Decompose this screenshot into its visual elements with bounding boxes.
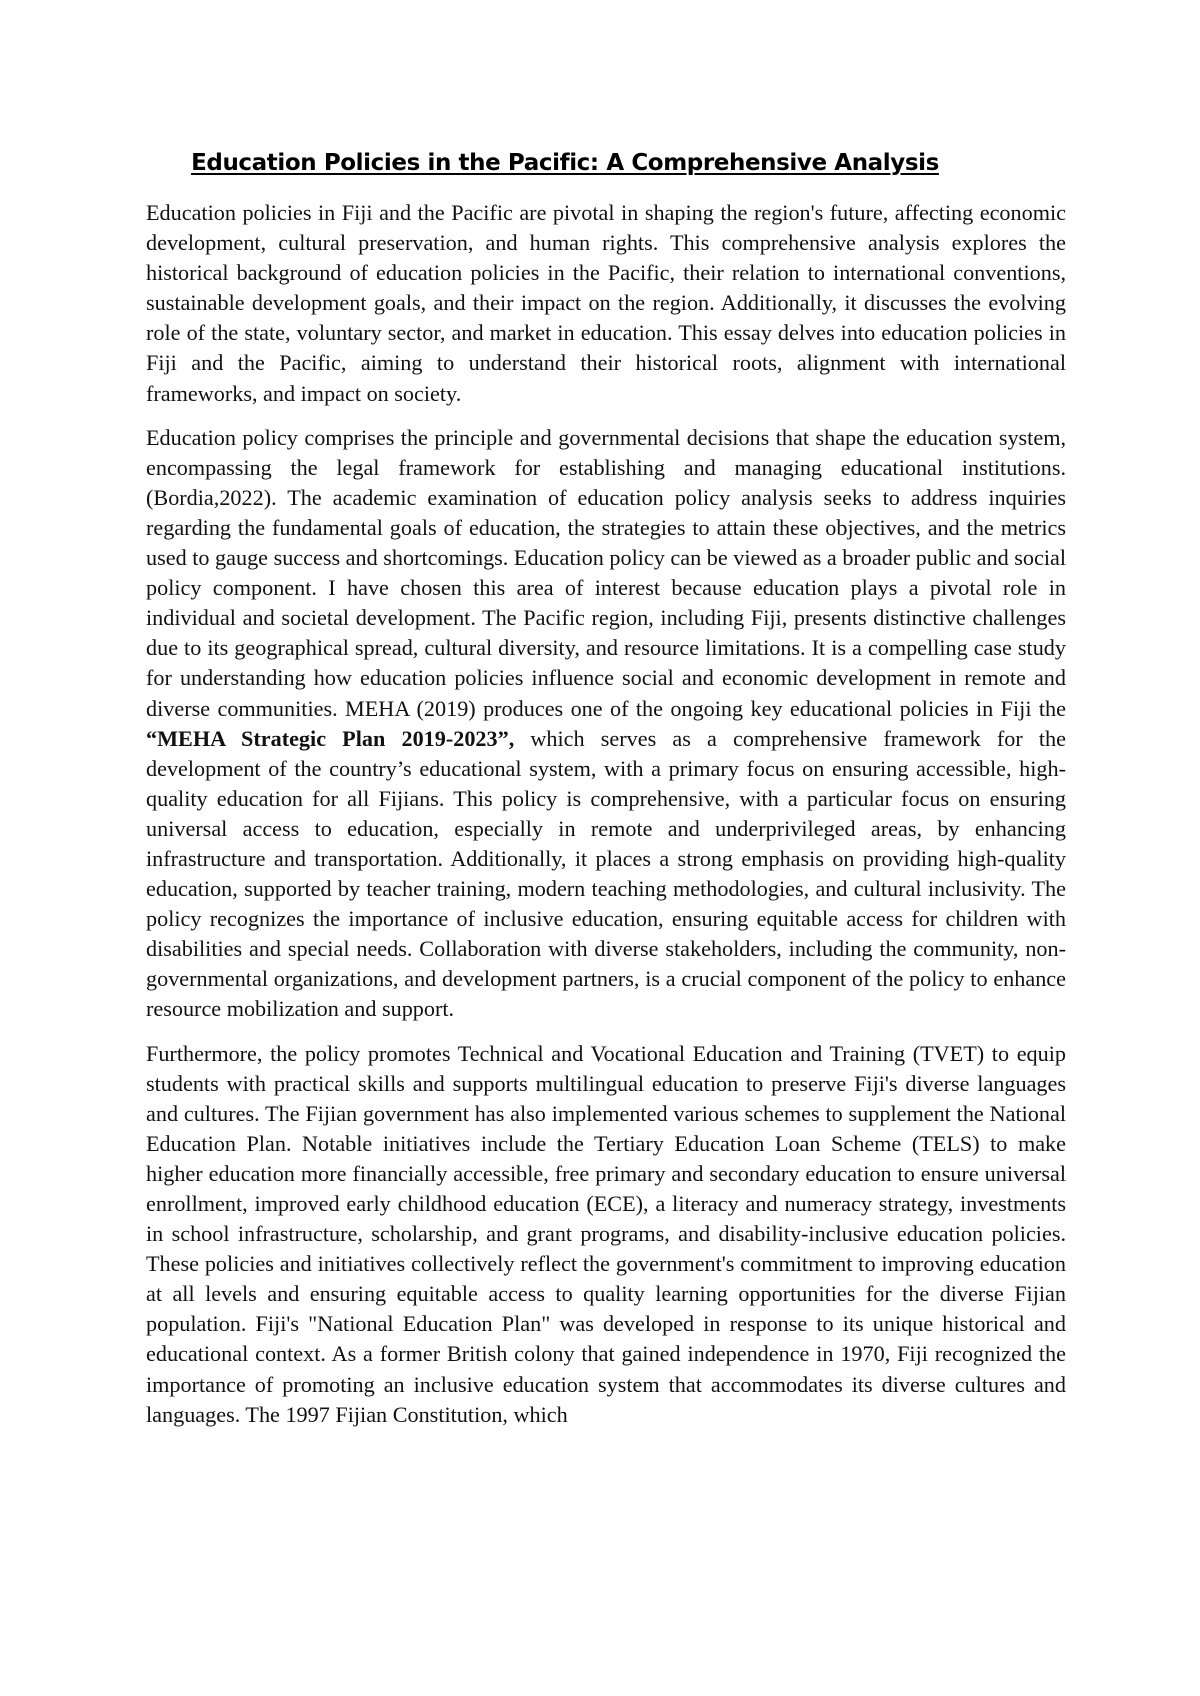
paragraph-1: Education policies in Fiji and the Pacific are pivotal in shaping the region's future, affecting economic development, cultural preservation, and human rights. This comprehensive analysis explores the historical background of education policies in the Pacific, their relation to international conventions, sustainable development goals, and their impact on the region. Additionally, it discusses the evolving role of the state, voluntary sector, and market in education. This essay delves into education policies in Fiji and the Pacific, aiming to understand their historical roots, alignment with international frameworks, and impact on society.	[146, 200, 1066, 406]
paragraph-2	[146, 423, 1066, 1025]
paragraph-3: Furthermore, the policy promotes Technical and Vocational Education and Training (TVET) to equip students with practical skills and supports multilingual education to preserve Fiji's diverse languages and cultures. The Fijian government has also implemented various schemes to supplement the National Education Plan. Notable initiatives include the Tertiary Education Loan Scheme (TELS) to make higher education more financially accessible, free primary and secondary education to ensure universal enrollment, improved early childhood education (ECE), a literacy and numeracy strategy, investments in school infrastructure, scholarship, and grant programs, and disability-inclusive education policies. These policies and initiatives collectively reflect the government's commitment to improving education at all levels and ensuring equitable access to quality learning opportunities for the diverse Fijian population. Fiji's "National Education Plan" was developed in response to its unique historical and educational context. As a former British colony that gained independence in 1970, Fiji recognized the importance of promoting an inclusive education system that accommodates its diverse cultures and languages. The 1997 Fijian Constitution, which	[146, 1040, 1066, 1427]
paragraph-2-text-b: which serves as a comprehensive framework for the development of the country’s educational system, with a primary focus on ensuring accessible, high-quality education for all Fijians. This policy is comprehensive, with a particular focus on ensuring universal access to education, especially in remote and underprivileged areas, by enhancing infrastructure and transportation. Additionally, it places a strong emphasis on providing high-quality education, supported by teacher training, modern teaching methodologies, and cultural inclusivity. The policy recognizes the importance of inclusive education, ensuring equitable access for children with disabilities and special needs. Collaboration with diverse stakeholders, including the community, non-governmental organizations, and development partners, is a crucial component of the policy to enhance resource mobilization and support.	[146, 725, 1066, 1022]
document-body	[146, 198, 1066, 1444]
paragraph-2-text-a: Education policy comprises the principle and governmental decisions that shape the education system, encompassing the legal framework for establishing and managing educational institutions. (Bordia,2022). The academic examination of education policy analysis seeks to address inquiries regarding the fundamental goals of education, the strategies to attain these objectives, and the metrics used to gauge success and shortcomings. Education policy can be viewed as a broader public and social policy component. I have chosen this area of interest because education plays a pivotal role in individual and societal development. The Pacific region, including Fiji, presents distinctive challenges due to its geographical spread, cultural diversity, and resource limitations. It is a compelling case study for understanding how education policies influence social and economic development in remote and diverse communities. MEHA (2019) produces one of the ongoing key educational policies in Fiji the	[146, 424, 1066, 721]
document-title: Education Policies in the Pacific: A Comprehensive Analysis	[191, 150, 939, 176]
strategic-plan-title: “MEHA Strategic Plan 2019-2023”,	[146, 725, 515, 751]
